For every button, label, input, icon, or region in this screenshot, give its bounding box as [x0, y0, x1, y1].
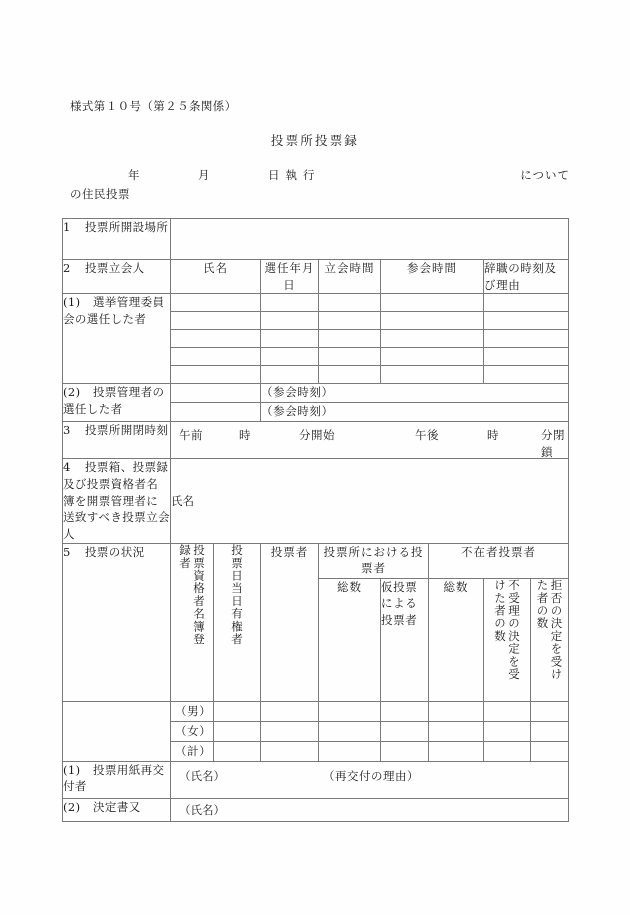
column-header-refused-count: 拒否の決定を受けた者の数 — [531, 578, 569, 701]
reissue-row — [171, 762, 568, 783]
section-2-1-label — [63, 294, 171, 384]
cell-name[interactable] — [171, 384, 261, 403]
section-4-text: 投票箱、投票録及び投票資格者名簿を開票管理者に送致すべき投票立会人 — [63, 460, 170, 542]
section-2-2-paren: (2) — [63, 385, 81, 400]
cell-attendance-time[interactable] — [319, 330, 381, 348]
column-header-voters: 投票者 — [261, 543, 319, 701]
section-3-number: 3 — [63, 423, 71, 438]
cell-polling-total-female[interactable] — [319, 721, 381, 741]
column-header-rejected-count: 不受理の決定を受けた者の数 — [484, 578, 531, 701]
cell-appointment-date[interactable] — [261, 348, 319, 366]
decision-name-label: （氏名） — [179, 802, 225, 817]
cell-name[interactable] — [171, 403, 261, 422]
cell-voters-total[interactable] — [261, 741, 319, 761]
cell-arrival-time[interactable] — [381, 312, 484, 330]
cell-provisional-female[interactable] — [381, 721, 429, 741]
section-5-label — [63, 543, 171, 701]
cell-refused-male[interactable] — [531, 701, 569, 721]
cell-voters-female[interactable] — [261, 721, 319, 741]
row-label-total: （計） — [171, 741, 214, 761]
cell-arrival-time[interactable] — [381, 366, 484, 384]
cell-name[interactable] — [171, 294, 261, 312]
section-2-2-label — [63, 384, 171, 422]
table-row — [63, 219, 569, 260]
section-2-1-paren: (1) — [63, 295, 81, 310]
open-close-time-row — [171, 422, 568, 468]
table-row — [63, 701, 569, 721]
section-1-value[interactable] — [171, 219, 569, 260]
table-row — [63, 543, 569, 578]
section-4-number: 4 — [63, 460, 71, 475]
cell-appointment-date[interactable] — [261, 330, 319, 348]
section-3-text: 投票所開閉時刻 — [85, 423, 169, 438]
column-header-polling-total: 総数 — [319, 578, 381, 701]
cell-name[interactable] — [171, 312, 261, 330]
cell-absentee-total-total[interactable] — [429, 741, 484, 761]
cell-rejected-total[interactable] — [484, 741, 531, 761]
section-2-1-text: 選挙管理委員会の選任した者 — [63, 295, 165, 327]
section-1-label — [63, 219, 171, 260]
cell-appointment-date[interactable] — [261, 366, 319, 384]
cell-attendance-time[interactable] — [319, 312, 381, 330]
section-1-text: 投票所開設場所 — [85, 220, 169, 234]
table-row — [63, 761, 569, 798]
cell-provisional-total[interactable] — [381, 741, 429, 761]
cell-refused-female[interactable] — [531, 721, 569, 741]
cell-eligible-male[interactable] — [214, 701, 261, 721]
column-header-name: 氏名 — [171, 260, 261, 294]
pm-label: 午後 — [415, 428, 439, 443]
open-minute-label: 分開始 — [299, 428, 335, 443]
cell-attendance-time[interactable] — [319, 348, 381, 366]
cell-polling-total-male[interactable] — [319, 701, 381, 721]
column-header-provisional-voters: 仮投票による投票者 — [381, 578, 429, 701]
cell-appointment-date[interactable] — [261, 294, 319, 312]
section-2-text: 投票立会人 — [85, 261, 145, 275]
cell-rejected-male[interactable] — [484, 701, 531, 721]
section-3-value[interactable] — [171, 422, 569, 459]
cell-name[interactable] — [171, 330, 261, 348]
cell-resignation[interactable] — [484, 312, 569, 330]
section-2-2-text: 投票管理者の選任した者 — [63, 385, 165, 417]
cell-resignation[interactable] — [484, 348, 569, 366]
cell-resignation[interactable] — [484, 366, 569, 384]
cell-arrival-time[interactable] — [381, 348, 484, 366]
cell-absentee-total-female[interactable] — [429, 721, 484, 741]
cell-name[interactable] — [171, 366, 261, 384]
cell-polling-total-total[interactable] — [319, 741, 381, 761]
table-row — [63, 459, 569, 543]
column-header-absentee-total: 総数 — [429, 578, 484, 701]
column-header-registered-voters: 投票資格者名簿登録者 — [171, 543, 214, 701]
cell-resignation[interactable] — [484, 330, 569, 348]
row-label-female: （女） — [171, 721, 214, 741]
section-5-2-label — [63, 798, 171, 822]
arrival-time-note-2: （参会時刻） — [261, 403, 569, 422]
execution-date-line — [62, 167, 570, 183]
table-row — [63, 384, 569, 403]
group-header-polling-place-voters: 投票所における投票者 — [319, 543, 429, 578]
section-5-1-text: 投票用紙再交付者 — [63, 762, 165, 794]
column-header-eligible-on-day: 投票日当日有権者 — [214, 543, 261, 701]
referendum-label: の住民投票 — [70, 187, 130, 201]
section-5-1-paren: (1) — [63, 762, 81, 777]
section-5-1-label — [63, 761, 171, 798]
cell-provisional-male[interactable] — [381, 701, 429, 721]
arrival-time-note-1: （参会時刻） — [261, 384, 569, 403]
column-header-resignation: 辞職の時刻及び理由 — [484, 260, 569, 294]
section-4-value[interactable] — [171, 459, 569, 543]
cell-refused-total[interactable] — [531, 741, 569, 761]
cell-eligible-total[interactable] — [214, 741, 261, 761]
column-header-appointment-date: 選任年月日 — [261, 260, 319, 294]
about-label: について — [520, 168, 570, 182]
cell-attendance-time[interactable] — [319, 294, 381, 312]
cell-arrival-time[interactable] — [381, 294, 484, 312]
section-5-2-value[interactable] — [171, 798, 569, 822]
section-5-2-text: 決定書又 — [93, 799, 141, 814]
section-1-number: 1 — [63, 220, 71, 234]
table-row — [63, 260, 569, 294]
section-5-text: 投票の状況 — [85, 544, 145, 559]
cell-absentee-total-male[interactable] — [429, 701, 484, 721]
reissue-reason-label: （再交付の理由） — [323, 768, 419, 783]
cell-resignation[interactable] — [484, 294, 569, 312]
cell-rejected-female[interactable] — [484, 721, 531, 741]
close-minute-label: 分閉鎖 — [541, 428, 565, 460]
table-row — [63, 294, 569, 312]
section-5-2-paren: (2) — [63, 799, 81, 814]
column-header-attendance-time: 立会時間 — [319, 260, 381, 294]
column-header-arrival-time: 参会時間 — [381, 260, 484, 294]
group-header-absentee-voters: 不在者投票者 — [429, 543, 569, 578]
form-number: 様式第１０号（第２５条関係） — [70, 99, 237, 113]
reissue-name-label: （氏名） — [179, 768, 225, 783]
am-label: 午前 — [179, 428, 203, 443]
document-title: 投票所投票録 — [270, 133, 360, 148]
voting-record-table — [62, 218, 569, 822]
close-hour-label: 時 — [487, 428, 499, 443]
execution-date: 年 月 日執行 — [128, 168, 321, 182]
cell-voters-male[interactable] — [261, 701, 319, 721]
section-3-label — [63, 422, 171, 459]
cell-attendance-time[interactable] — [319, 366, 381, 384]
table-row — [63, 422, 569, 459]
section-5-spacer — [63, 701, 171, 761]
cell-appointment-date[interactable] — [261, 312, 319, 330]
table-row — [63, 798, 569, 822]
cell-arrival-time[interactable] — [381, 330, 484, 348]
section-5-number: 5 — [63, 544, 71, 559]
section-5-1-value[interactable] — [171, 761, 569, 798]
section-2-number: 2 — [63, 261, 71, 275]
section-4-label — [63, 459, 171, 543]
cell-name[interactable] — [171, 348, 261, 366]
cell-eligible-female[interactable] — [214, 721, 261, 741]
section-4-name-label: 氏名 — [171, 493, 194, 508]
section-2-label — [63, 260, 171, 294]
open-hour-label: 時 — [239, 428, 251, 443]
row-label-male: （男） — [171, 701, 214, 721]
